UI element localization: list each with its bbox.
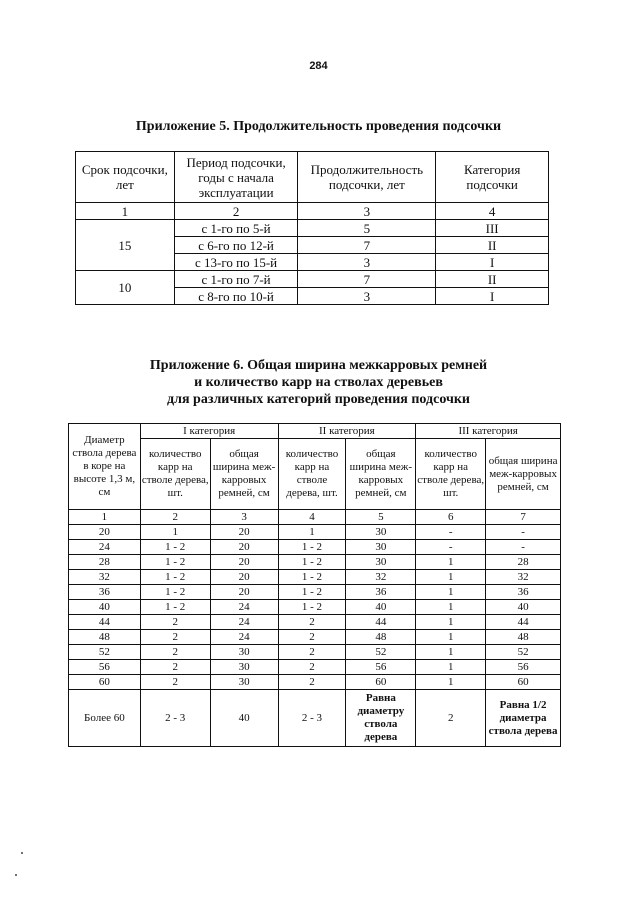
category-cell: I bbox=[436, 288, 549, 305]
col-number: 1 bbox=[69, 510, 141, 525]
width-cell: 30 bbox=[346, 525, 416, 540]
period-cell: с 6-го по 12-й bbox=[174, 237, 298, 254]
width-cell: 40 bbox=[346, 600, 416, 615]
col-number: 1 bbox=[76, 203, 175, 220]
count-cell: 2 bbox=[278, 660, 346, 675]
period-cell: с 8-го по 10-й bbox=[174, 288, 298, 305]
count-cell: 1 - 2 bbox=[140, 540, 210, 555]
count-cell: 2 - 3 bbox=[278, 690, 346, 747]
width-cell: 48 bbox=[486, 630, 561, 645]
width-cell: 40 bbox=[486, 600, 561, 615]
numbering-row bbox=[76, 203, 549, 220]
header-count: количество карр на стволе дерева, шт. bbox=[278, 439, 346, 510]
table-row bbox=[69, 600, 561, 615]
table6-title-line: и количество карр на стволах деревьев bbox=[194, 375, 443, 390]
diameter-cell: 32 bbox=[69, 570, 141, 585]
period-cell: с 1-го по 5-й bbox=[174, 220, 298, 237]
width-cell: 36 bbox=[486, 585, 561, 600]
count-cell: 2 bbox=[416, 690, 486, 747]
width-cell: Равна 1/2 диаметра ствола дерева bbox=[486, 690, 561, 747]
duration-cell: 7 bbox=[298, 237, 436, 254]
count-cell: 2 bbox=[278, 630, 346, 645]
width-cell: 52 bbox=[486, 645, 561, 660]
category-cell: I bbox=[436, 254, 549, 271]
width-cell: 30 bbox=[210, 675, 278, 690]
width-cell: 36 bbox=[346, 585, 416, 600]
count-cell: 1 bbox=[416, 615, 486, 630]
header-category-1: I категория bbox=[140, 424, 278, 439]
width-cell: Равна диаметру ствола дерева bbox=[346, 690, 416, 747]
count-cell: - bbox=[416, 540, 486, 555]
count-cell: 1 - 2 bbox=[140, 600, 210, 615]
count-cell: 1 - 2 bbox=[278, 540, 346, 555]
diameter-cell: 48 bbox=[69, 630, 141, 645]
table6-title-line: для различных категорий проведения подсочки bbox=[167, 392, 470, 407]
diameter-cell: 28 bbox=[69, 555, 141, 570]
header-count: количество карр на стволе дерева, шт. bbox=[140, 439, 210, 510]
count-cell: 1 - 2 bbox=[278, 600, 346, 615]
header-width: общая ширина меж-карровых ремней, см bbox=[210, 439, 278, 510]
count-cell: 2 bbox=[140, 615, 210, 630]
period-cell: с 1-го по 7-й bbox=[174, 271, 298, 288]
header-category-2: II категория bbox=[278, 424, 416, 439]
count-cell: 1 bbox=[416, 570, 486, 585]
width-cell: 30 bbox=[346, 555, 416, 570]
diameter-cell: 44 bbox=[69, 615, 141, 630]
diameter-cell: 36 bbox=[69, 585, 141, 600]
table-row bbox=[69, 570, 561, 585]
width-cell: 60 bbox=[486, 675, 561, 690]
width-cell: 40 bbox=[210, 690, 278, 747]
count-cell: 2 - 3 bbox=[140, 690, 210, 747]
scan-speck bbox=[21, 852, 23, 854]
count-cell: 1 - 2 bbox=[278, 570, 346, 585]
count-cell: 2 bbox=[140, 645, 210, 660]
diameter-cell: 52 bbox=[69, 645, 141, 660]
count-cell: 1 bbox=[416, 660, 486, 675]
count-cell: 1 - 2 bbox=[140, 585, 210, 600]
diameter-cell: 56 bbox=[69, 660, 141, 675]
table-row bbox=[69, 630, 561, 645]
count-cell: 1 bbox=[416, 600, 486, 615]
count-cell: 1 bbox=[278, 525, 346, 540]
diameter-cell: 60 bbox=[69, 675, 141, 690]
col-number: 4 bbox=[436, 203, 549, 220]
count-cell: 1 - 2 bbox=[278, 555, 346, 570]
width-cell: 44 bbox=[346, 615, 416, 630]
header-category-3: III категория bbox=[416, 424, 561, 439]
width-cell: 32 bbox=[346, 570, 416, 585]
header-category: Категория подсочки bbox=[436, 152, 549, 203]
width-cell: 32 bbox=[486, 570, 561, 585]
col-number: 3 bbox=[210, 510, 278, 525]
count-cell: 1 bbox=[416, 675, 486, 690]
table6-title-line: Приложение 6. Общая ширина межкарровых ремней bbox=[149, 358, 488, 373]
width-cell: 20 bbox=[210, 525, 278, 540]
count-cell: 1 bbox=[140, 525, 210, 540]
category-cell: III bbox=[436, 220, 549, 237]
width-cell: 28 bbox=[486, 555, 561, 570]
count-cell: 1 bbox=[416, 555, 486, 570]
header-count: количество карр на стволе дерева, шт. bbox=[416, 439, 486, 510]
duration-table bbox=[75, 151, 549, 305]
term-cell: 10 bbox=[76, 271, 175, 305]
category-cell: II bbox=[436, 237, 549, 254]
table-row bbox=[76, 271, 549, 288]
diameter-cell: 40 bbox=[69, 600, 141, 615]
width-cell: 24 bbox=[210, 630, 278, 645]
belt-width-table bbox=[68, 423, 561, 747]
count-cell: - bbox=[416, 525, 486, 540]
header-term: Срок подсочки, лет bbox=[76, 152, 175, 203]
header-width: общая ширина меж-карровых ремней, см bbox=[486, 439, 561, 510]
width-cell: 60 bbox=[346, 675, 416, 690]
width-cell: 20 bbox=[210, 570, 278, 585]
col-number: 3 bbox=[298, 203, 436, 220]
width-cell: 24 bbox=[210, 615, 278, 630]
width-cell: - bbox=[486, 540, 561, 555]
width-cell: 44 bbox=[486, 615, 561, 630]
width-cell: 56 bbox=[346, 660, 416, 675]
duration-cell: 5 bbox=[298, 220, 436, 237]
table-row bbox=[69, 645, 561, 660]
col-number: 7 bbox=[486, 510, 561, 525]
duration-cell: 3 bbox=[298, 254, 436, 271]
term-cell: 15 bbox=[76, 220, 175, 271]
width-cell: 30 bbox=[346, 540, 416, 555]
duration-cell: 3 bbox=[298, 288, 436, 305]
table5-title: Приложение 5. Продолжительность проведения подсочки bbox=[135, 119, 502, 134]
width-cell: 48 bbox=[346, 630, 416, 645]
width-cell: 30 bbox=[210, 660, 278, 675]
table-row bbox=[69, 660, 561, 675]
diameter-cell: 20 bbox=[69, 525, 141, 540]
count-cell: 2 bbox=[140, 630, 210, 645]
width-cell: 56 bbox=[486, 660, 561, 675]
scan-speck bbox=[15, 874, 17, 876]
header-width: общая ширина меж-карровых ремней, см bbox=[346, 439, 416, 510]
col-number: 2 bbox=[140, 510, 210, 525]
table-row bbox=[69, 615, 561, 630]
width-cell: 20 bbox=[210, 585, 278, 600]
table-row bbox=[69, 540, 561, 555]
table-row bbox=[69, 675, 561, 690]
width-cell: 20 bbox=[210, 540, 278, 555]
table-row bbox=[69, 525, 561, 540]
table6-title bbox=[0, 358, 637, 409]
table-row bbox=[76, 220, 549, 237]
count-cell: 1 - 2 bbox=[140, 555, 210, 570]
header-period: Период подсочки, годы с начала эксплуатации bbox=[174, 152, 298, 203]
count-cell: 1 bbox=[416, 645, 486, 660]
count-cell: 1 bbox=[416, 585, 486, 600]
width-cell: 24 bbox=[210, 600, 278, 615]
diameter-cell: Более 60 bbox=[69, 690, 141, 747]
table-row-last bbox=[69, 690, 561, 747]
col-number: 4 bbox=[278, 510, 346, 525]
col-number: 5 bbox=[346, 510, 416, 525]
count-cell: 2 bbox=[140, 675, 210, 690]
table-row bbox=[69, 555, 561, 570]
table-row bbox=[69, 585, 561, 600]
header-duration: Продолжительность подсочки, лет bbox=[298, 152, 436, 203]
width-cell: 20 bbox=[210, 555, 278, 570]
count-cell: 2 bbox=[278, 615, 346, 630]
page-number: 284 bbox=[309, 60, 328, 72]
width-cell: 52 bbox=[346, 645, 416, 660]
count-cell: 1 - 2 bbox=[278, 585, 346, 600]
duration-cell: 7 bbox=[298, 271, 436, 288]
count-cell: 1 - 2 bbox=[140, 570, 210, 585]
period-cell: с 13-го по 15-й bbox=[174, 254, 298, 271]
col-number: 6 bbox=[416, 510, 486, 525]
count-cell: 1 bbox=[416, 630, 486, 645]
category-cell: II bbox=[436, 271, 549, 288]
col-number: 2 bbox=[174, 203, 298, 220]
diameter-cell: 24 bbox=[69, 540, 141, 555]
count-cell: 2 bbox=[278, 675, 346, 690]
width-cell: - bbox=[486, 525, 561, 540]
count-cell: 2 bbox=[278, 645, 346, 660]
numbering-row bbox=[69, 510, 561, 525]
width-cell: 30 bbox=[210, 645, 278, 660]
header-diameter: Диаметр ствола дерева в коре на высоте 1,3 м, см bbox=[69, 424, 141, 510]
count-cell: 2 bbox=[140, 660, 210, 675]
